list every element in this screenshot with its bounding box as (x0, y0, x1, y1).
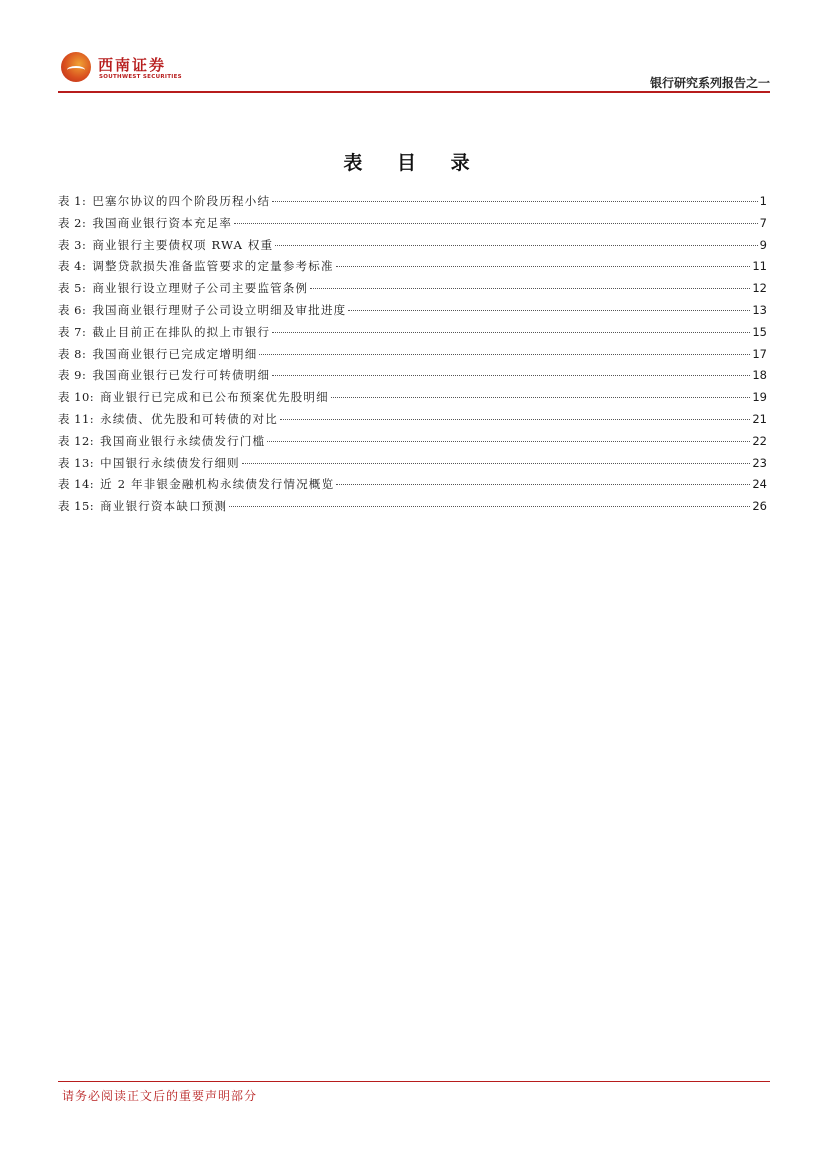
toc-entry[interactable] (58, 476, 767, 498)
toc-leader-dots (259, 354, 750, 355)
toc-entry-page: 11 (752, 259, 767, 274)
toc-leader-dots (272, 375, 750, 376)
toc-leader-dots (310, 288, 750, 289)
toc-entry[interactable] (58, 280, 767, 302)
toc-entry[interactable] (58, 215, 767, 237)
toc-entry-title: 我国商业银行已发行可转债明细 (92, 368, 271, 383)
toc-leader-dots (348, 310, 750, 311)
toc-entry-page: 23 (752, 455, 767, 470)
toc-entry-page: 24 (752, 477, 767, 492)
toc-entry-label: 表 1: (58, 194, 87, 208)
toc-leader-dots (331, 397, 751, 398)
toc-entry-page: 22 (752, 433, 767, 448)
toc-entry-title: 永续债、优先股和可转债的对比 (100, 411, 278, 426)
toc-entry[interactable] (58, 411, 767, 433)
toc-entry-page: 12 (752, 281, 767, 296)
toc-leader-dots (272, 332, 750, 333)
toc-entry[interactable] (58, 389, 767, 411)
toc-entry-label: 表 15: (58, 499, 95, 514)
footer-divider (58, 1081, 770, 1082)
table-of-contents (58, 193, 767, 520)
toc-leader-dots (267, 441, 750, 442)
toc-entry-title: 我国商业银行资本充足率 (92, 215, 233, 230)
toc-entry-page: 17 (752, 346, 767, 361)
toc-entry-title: 我国商业银行永续债发行门槛 (100, 433, 266, 448)
toc-entry-title: 近 2 年非银金融机构永续债发行情况概览 (100, 477, 335, 492)
toc-entry-title: 商业银行资本缺口预测 (100, 499, 228, 514)
toc-entry-title: 我国商业银行已完成定增明细 (92, 346, 258, 361)
footer-disclaimer: 请务必阅读正文后的重要声明部分 (62, 1089, 258, 1103)
toc-leader-dots (336, 266, 751, 267)
page-header (58, 48, 770, 92)
toc-entry[interactable] (58, 346, 767, 368)
toc-entry-label: 表 8: (58, 346, 87, 361)
toc-entry-label: 表 9: (58, 368, 87, 383)
toc-entry[interactable] (58, 324, 767, 346)
toc-entry-title: 中国银行永续债发行细则 (100, 455, 240, 470)
toc-entry-page: 19 (752, 390, 767, 405)
toc-entry-title: 商业银行主要债权项 RWA 权重 (92, 237, 274, 252)
toc-entry[interactable] (58, 498, 767, 520)
toc-entry[interactable] (58, 367, 767, 389)
toc-entry-label: 表 14: (58, 477, 95, 492)
page-title: 表 目 录 (343, 152, 484, 174)
toc-entry[interactable] (58, 302, 767, 324)
company-logo (61, 50, 182, 86)
toc-leader-dots (272, 201, 758, 202)
toc-entry-title: 商业银行已完成和已公布预案优先股明细 (100, 390, 329, 405)
toc-entry-page: 7 (759, 215, 767, 230)
toc-entry[interactable] (58, 455, 767, 477)
toc-entry-label: 表 5: (58, 281, 87, 296)
toc-leader-dots (280, 419, 750, 420)
header-divider (58, 91, 770, 93)
toc-leader-dots (336, 484, 750, 485)
toc-entry-page: 15 (752, 324, 767, 339)
toc-entry-page: 26 (752, 499, 767, 514)
toc-entry[interactable] (58, 433, 767, 455)
report-series-title: 银行研究系列报告之一 (649, 76, 770, 90)
toc-entry-title: 截止目前正在排队的拟上市银行 (92, 324, 271, 339)
toc-entry[interactable] (58, 258, 767, 280)
toc-entry-title: 我国商业银行理财子公司设立明细及审批进度 (92, 302, 347, 317)
toc-entry-page: 9 (759, 237, 767, 252)
logo-chinese-name: 西南证券 (98, 56, 167, 74)
logo-emblem-icon (61, 52, 91, 82)
logo-english-name: SOUTHWEST SECURITIES (99, 74, 182, 80)
toc-entry-page: 21 (752, 411, 767, 426)
toc-entry-label: 表 12: (58, 433, 95, 448)
toc-entry[interactable] (58, 237, 767, 259)
toc-leader-dots (275, 245, 757, 246)
toc-entry-title: 商业银行设立理财子公司主要监管条例 (92, 281, 309, 296)
toc-entry-page: 1 (759, 194, 767, 208)
toc-entry[interactable] (58, 193, 767, 215)
toc-leader-dots (242, 463, 750, 464)
toc-entry-title: 调整贷款损失准备监管要求的定量参考标准 (92, 259, 334, 274)
toc-leader-dots (234, 223, 758, 224)
toc-entry-label: 表 4: (58, 259, 87, 274)
toc-entry-page: 13 (752, 302, 767, 317)
toc-entry-label: 表 3: (58, 237, 87, 252)
toc-entry-label: 表 7: (58, 324, 87, 339)
toc-entry-label: 表 2: (58, 215, 87, 230)
toc-entry-page: 18 (752, 368, 767, 383)
toc-entry-label: 表 11: (58, 411, 95, 426)
toc-leader-dots (229, 506, 750, 507)
toc-entry-label: 表 6: (58, 302, 87, 317)
toc-entry-label: 表 10: (58, 390, 95, 405)
toc-entry-title: 巴塞尔协议的四个阶段历程小结 (92, 194, 271, 208)
toc-entry-label: 表 13: (58, 455, 95, 470)
